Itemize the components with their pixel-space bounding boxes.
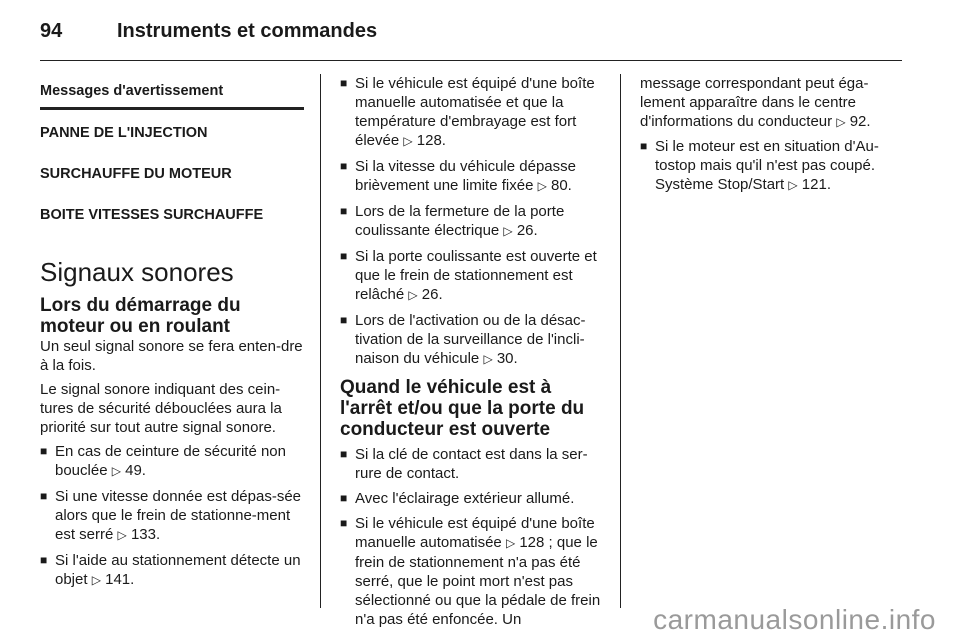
watermark: carmanualsonline.info xyxy=(653,604,936,635)
page-ref[interactable]: 26. xyxy=(516,222,538,239)
page-number: 94 xyxy=(40,20,63,42)
list-item: ■ Si le véhicule est équipé d'une boîte manuelle automatisée et que la température d'embrayage est fort élevée ▷ 128. xyxy=(340,74,606,151)
page-ref[interactable]: 80. xyxy=(551,177,572,194)
page-ref[interactable]: 92. xyxy=(849,113,871,130)
page-ref-icon: ▷ xyxy=(788,178,798,192)
subsection-heading: Quand le véhicule est à l'arrêt et/ou que la porte du conducteur est ouverte xyxy=(340,377,585,440)
page-ref[interactable]: 141. xyxy=(105,571,135,588)
bullet-list xyxy=(40,442,304,590)
warning-messages-heading: Messages d'avertissement xyxy=(40,82,304,110)
column-divider xyxy=(320,74,321,608)
list-item: ■ En cas de ceinture de sécurité non bouclée ▷ 49. xyxy=(40,442,304,481)
page-ref-icon: ▷ xyxy=(505,536,516,550)
list-item: ■ Si la clé de contact est dans la ser-rure de contact. xyxy=(340,445,606,483)
page-ref[interactable]: 30. xyxy=(496,350,518,367)
page-ref-icon: ▷ xyxy=(836,115,846,129)
section-title: Instruments et commandes xyxy=(117,20,378,42)
page-ref-icon: ▷ xyxy=(111,464,121,478)
column-right xyxy=(640,74,906,201)
subsection-heading: Lors du démarrage du moteur ou en roulant xyxy=(40,295,241,337)
page-ref[interactable]: 49. xyxy=(125,462,146,479)
paragraph: message correspondant peut éga-lement apparaître dans le centre d'informations du conducteur ▷ 92. xyxy=(640,75,871,130)
page-ref[interactable]: 133. xyxy=(130,526,161,543)
list-item: ■ Si l'aide au stationnement détecte un objet ▷ 141. xyxy=(40,551,304,590)
list-item: ■ Si une vitesse donnée est dépas-sée alors que le frein de stationne-ment est serré ▷ 133. xyxy=(40,487,304,545)
page-ref-icon: ▷ xyxy=(91,573,101,587)
page-ref[interactable]: 121. xyxy=(801,176,831,193)
column-divider xyxy=(620,74,621,608)
warning-message: SURCHAUFFE DU MOTEUR xyxy=(40,166,232,182)
bullet-list xyxy=(340,445,606,629)
column-middle xyxy=(340,74,606,635)
paragraph: Le signal sonore indiquant des cein-tures de sécurité débouclées aura la priorité sur tout autre signal sonore. xyxy=(40,381,282,436)
column-left xyxy=(40,74,304,596)
header-divider xyxy=(40,60,902,61)
list-item: ■ Lors de l'activation ou de la désac-tivation de la surveillance de l'incli-naison du véhicule ▷ 30. xyxy=(340,311,606,369)
page-ref[interactable]: 26. xyxy=(421,286,443,303)
page-ref-icon: ▷ xyxy=(408,288,418,302)
warning-message: PANNE DE L'INJECTION xyxy=(40,125,208,141)
page-ref-icon: ▷ xyxy=(483,352,493,366)
list-item: ■ Si le moteur est en situation d'Au-tostop mais qu'il n'est pas coupé. Système Stop/Start ▷ 121. xyxy=(640,137,906,195)
paragraph: Un seul signal sonore se fera enten-dre à la fois. xyxy=(40,338,303,374)
list-item: ■ Si le véhicule est équipé d'une boîte manuelle automatisée ▷ 128 ; que le frein de stationnement n'a pas été serré, que le point mort n'est pas sélectionné ou que la pédale de frein n'a pas été enfoncée. Un xyxy=(340,514,606,629)
bullet-list xyxy=(640,137,906,195)
section-heading: Signaux sonores xyxy=(40,257,234,287)
page-ref-icon: ▷ xyxy=(117,528,127,542)
page-ref[interactable]: 128 ; que le frein de stationnement n'a pas été serré, que le point mort n'est pas sélectionné ou que la pédale de frein n'a pas été enfoncée. Un xyxy=(355,534,601,628)
page-ref-icon: ▷ xyxy=(537,179,547,193)
list-item: ■ Si la vitesse du véhicule dépasse brièvement une limite fixée ▷ 80. xyxy=(340,157,606,196)
page-ref-icon: ▷ xyxy=(503,224,513,238)
page-header xyxy=(40,20,900,60)
list-item: ■ Avec l'éclairage extérieur allumé. xyxy=(340,489,606,508)
warning-message: BOITE VITESSES SURCHAUFFE xyxy=(40,207,264,223)
page-ref-icon: ▷ xyxy=(403,134,413,148)
page-ref[interactable]: 128. xyxy=(416,132,446,149)
bullet-list xyxy=(340,74,606,369)
list-item: ■ Si la porte coulissante est ouverte et que le frein de stationnement est relâché ▷ 26. xyxy=(340,247,606,305)
list-item: ■ Lors de la fermeture de la porte coulissante électrique ▷ 26. xyxy=(340,202,606,241)
